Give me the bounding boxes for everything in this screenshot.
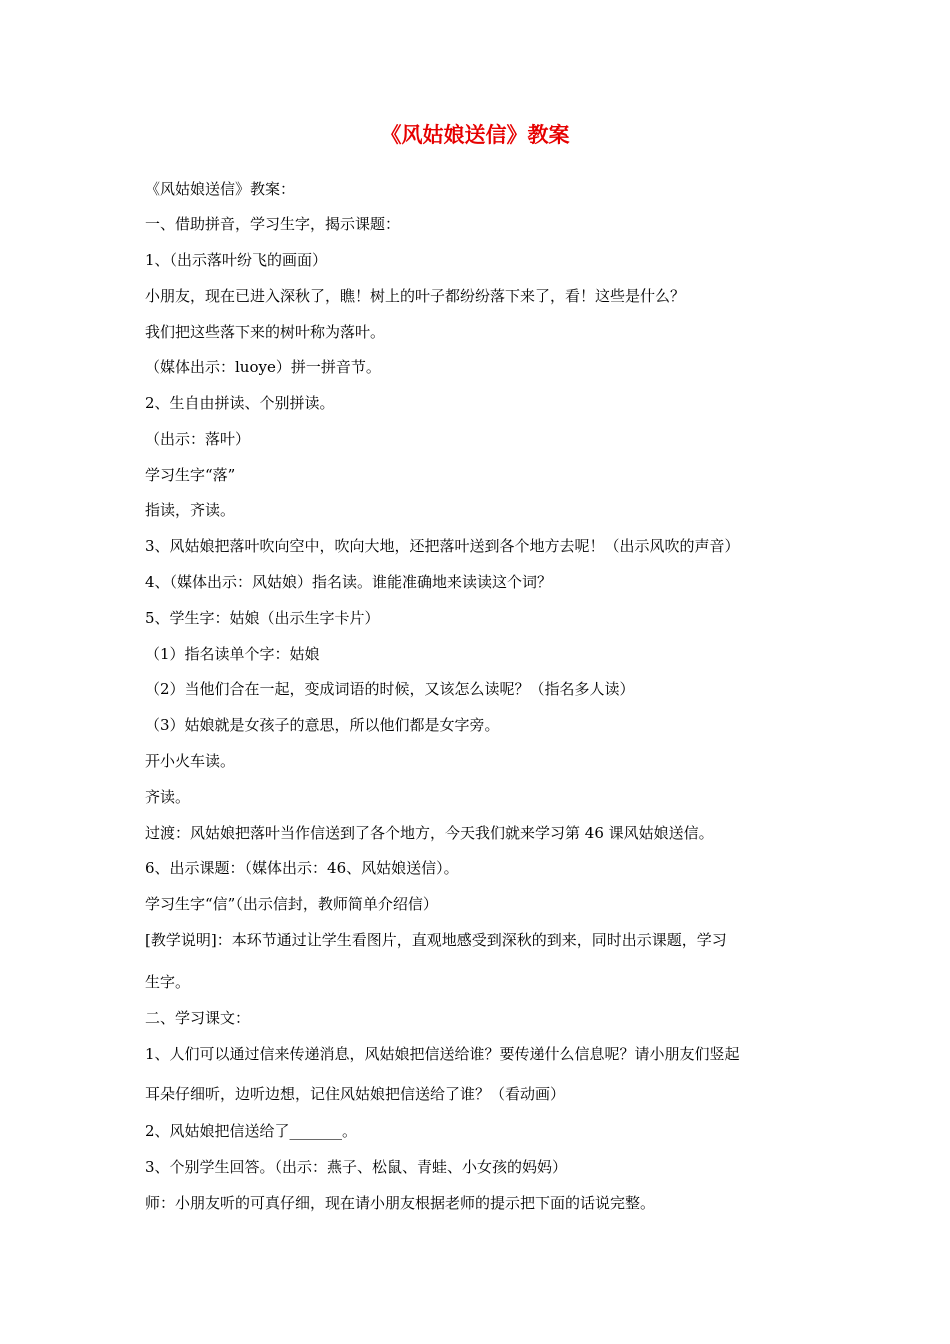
text-line: 小朋友，现在已进入深秋了，瞧！树上的叶子都纷纷落下来了，看！这些是什么？ [145,287,686,305]
text-line: 4、（媒体出示：风姑娘）指名读。谁能准确地来读读这个词？ [145,573,553,591]
text-line: 2、生自由拼读、个别拼读。 [145,394,335,412]
text-line: （2）当他们合在一起，变成词语的时候，又该怎么读呢？（指名多人读） [145,680,635,698]
text-line: 《风姑娘送信》教案： [145,180,296,198]
text-line: 我们把这些落下来的树叶称为落叶。 [145,323,386,341]
text-line: 耳朵仔细听，边听边想，记住风姑娘把信送给了谁？（看动画） [145,1085,566,1103]
text-line: 1、（出示落叶纷飞的画面） [145,251,328,269]
text-line: 学习生字“落” [145,466,236,484]
text-line: 6、出示课题：（媒体出示：46、风姑娘送信）。 [145,859,459,877]
text-line: 师：小朋友听的可真仔细，现在请小朋友根据老师的提示把下面的话说完整。 [145,1194,656,1212]
text-line: （出示：落叶） [145,430,251,448]
text-line: 2、风姑娘把信送给了_______。 [145,1122,358,1140]
teaching-note-continued: 生字。 [145,973,191,991]
text-line: （1）指名读单个字：姑娘 [145,645,320,663]
text-line: 开小火车读。 [145,752,236,770]
text-line: 齐读。 [145,788,191,806]
text-line: 5、学生字：姑娘（出示生字卡片） [145,609,380,627]
text-line: 指读，齐读。 [145,501,236,519]
text-line: （媒体出示：luoye）拼一拼音节。 [145,358,381,376]
text-line: 过渡：风姑娘把落叶当作信送到了各个地方，今天我们就来学习第 46 课风姑娘送信。 [145,824,714,842]
text-line: 3、个别学生回答。（出示：燕子、松鼠、青蛙、小女孩的妈妈） [145,1158,568,1176]
section-heading-1: 一、借助拼音，学习生字，揭示课题： [145,215,401,233]
section-heading-2: 二、学习课文： [145,1009,251,1027]
text-line: 1、人们可以通过信来传递消息，风姑娘把信送给谁？要传递什么信息呢？请小朋友们竖起 [145,1045,740,1063]
document-title: 《风姑娘送信》教案 [380,123,570,147]
text-line: （3）姑娘就是女孩子的意思，所以他们都是女字旁。 [145,716,500,734]
teaching-note: [教学说明]：本环节通过让学生看图片，直观地感受到深秋的到来，同时出示课题，学习 [145,931,727,949]
text-line: 3、风姑娘把落叶吹向空中，吹向大地，还把落叶送到各个地方去呢！（出示风吹的声音） [145,537,740,555]
text-line: 学习生字“信”（出示信封，教师简单介绍信） [145,895,438,913]
